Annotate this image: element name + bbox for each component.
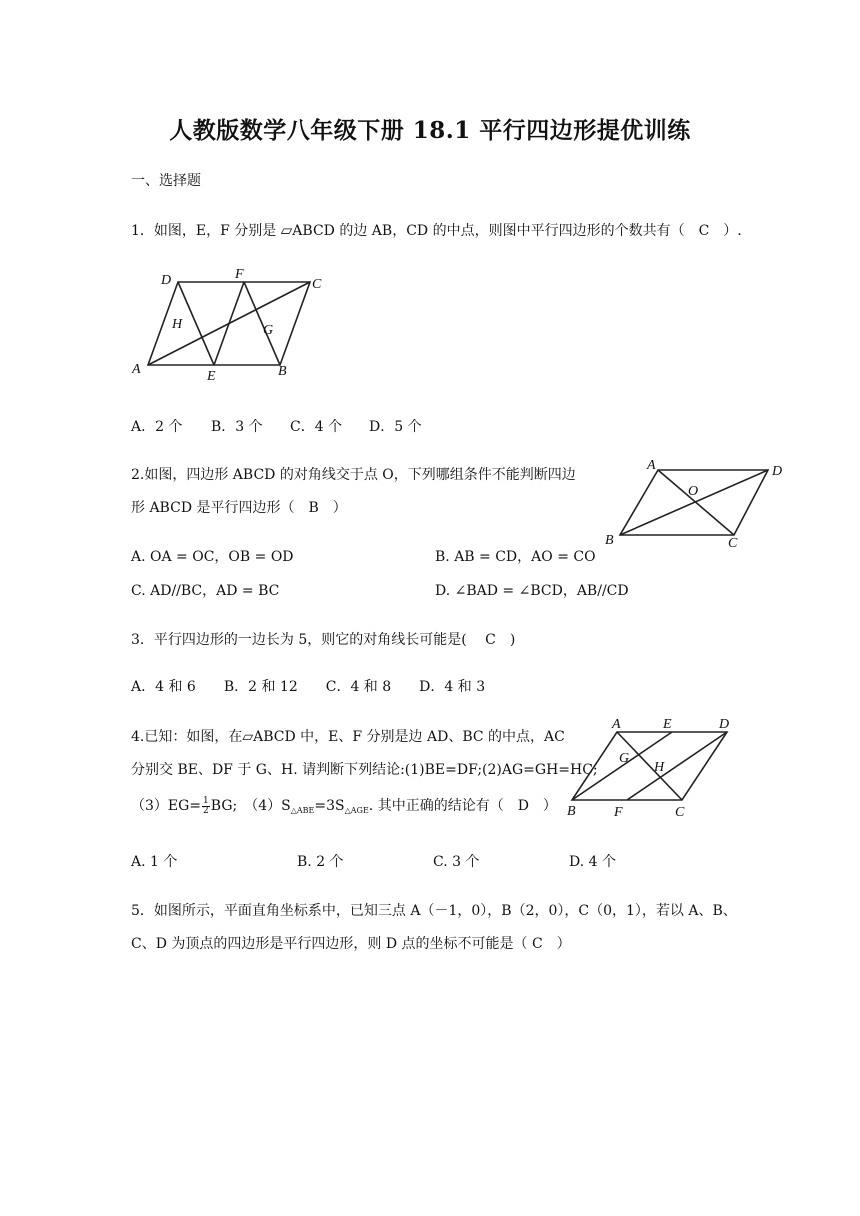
q4-line3-a: （3）EG= xyxy=(131,798,202,814)
q2-line2: 形 ABCD 是平行四边形（ B ） xyxy=(131,500,347,516)
label-b: B xyxy=(278,364,287,379)
q1-option-d: D．5 个 xyxy=(369,419,422,435)
label-h: H xyxy=(172,317,183,332)
q4-line3-b: BG; （4）S xyxy=(210,798,291,814)
q4-line3-d: . 其中正确的结论有（ D ） xyxy=(368,798,557,814)
label-f: F xyxy=(235,267,244,282)
subscript-age: △AGE xyxy=(344,806,369,815)
segment-fb xyxy=(244,282,280,365)
q4-line3-c: =3S xyxy=(314,798,345,814)
q4-option-d: D. 4 个 xyxy=(569,854,616,870)
q1-option-c: C．4 个 xyxy=(290,419,343,435)
fraction-denominator: 2 xyxy=(203,805,209,816)
label-c: C xyxy=(728,536,738,550)
diagonal-bd xyxy=(620,470,768,535)
q2-option-a: A. OA = OC，OB = OD xyxy=(131,549,294,565)
fraction-one-half xyxy=(202,797,210,816)
label-d: D xyxy=(772,464,783,479)
q1-option-b: B．3 个 xyxy=(211,419,263,435)
label-a: A xyxy=(647,458,656,473)
q4-line2: 分别交 BE、DF 于 G、H. 请判断下列结论:(1)BE=DF;(2)AG=GH=HC; xyxy=(131,762,598,778)
q5-line1: 5．如图所示，平面直角坐标系中，已知三点 A（－1，0），B（2，0），C（0，1），若以 A、B、 xyxy=(131,903,737,919)
label-a: A xyxy=(132,362,141,377)
label-o: O xyxy=(688,484,699,499)
q3-stem: 3．平行四边形的一边长为 5，则它的对角线长可能是( C ) xyxy=(131,632,516,648)
q1-figure xyxy=(128,262,328,384)
q5-line2: C、D 为顶点的四边形是平行四边形，则 D 点的坐标不可能是（ C ） xyxy=(131,936,571,952)
label-g: G xyxy=(263,323,274,338)
q2-option-c: C. AD//BC，AD = BC xyxy=(131,583,280,599)
q2-figure xyxy=(598,455,793,550)
parallelogram-symbol: ▱ xyxy=(280,221,293,239)
q1-option-a: A．2 个 xyxy=(131,419,183,435)
label-e: E xyxy=(207,369,216,384)
label-b: B xyxy=(567,804,576,819)
q4-option-b: B. 2 个 xyxy=(297,854,344,870)
q4-option-c: C. 3 个 xyxy=(433,854,480,870)
label-e: E xyxy=(663,717,672,732)
q1-stem xyxy=(131,220,742,241)
label-f: F xyxy=(614,805,623,820)
section-heading: 一、选择题 xyxy=(131,173,201,189)
q4-figure xyxy=(562,712,742,822)
segment-df xyxy=(627,732,727,800)
q3-options: A．4 和 6 B．2 和 12 C．4 和 8 D．4 和 3 xyxy=(131,679,486,695)
label-c: C xyxy=(312,277,322,292)
label-g: G xyxy=(619,751,630,766)
subscript-abe: △ABE xyxy=(290,806,315,815)
label-a: A xyxy=(612,717,621,732)
q1-stem-post: ABCD 的边 AB，CD 的中点，则图中平行四边形的个数共有（ C ）. xyxy=(292,223,742,239)
label-d: D xyxy=(719,717,730,732)
q4-line1: 4.已知：如图，在▱ABCD 中，E、F 分别是边 AD、BC 的中点，AC xyxy=(131,729,565,745)
fraction-numerator: 1 xyxy=(203,795,209,806)
page-title: 人教版数学八年级下册 18.1 平行四边形提优训练 xyxy=(169,117,691,144)
diagonal-ac xyxy=(658,470,734,535)
q2-line1: 2.如图，四边形 ABCD 的对角线交于点 O，下列哪组条件不能判断四边 xyxy=(131,467,576,483)
q2-option-b: B. AB = CD，AO = CO xyxy=(435,549,596,565)
label-d: D xyxy=(161,273,172,288)
segment-de xyxy=(178,282,214,365)
diagonal-ac xyxy=(617,732,682,800)
label-h: H xyxy=(654,760,665,775)
q4-line3 xyxy=(131,796,557,821)
q2-option-d: D. ∠BAD = ∠BCD，AB//CD xyxy=(435,583,629,599)
label-b: B xyxy=(605,533,614,548)
label-c: C xyxy=(675,805,685,820)
segment-ef xyxy=(214,282,244,365)
q4-option-a: A. 1 个 xyxy=(131,854,178,870)
q1-stem-pre: 1．如图，E，F 分别是 xyxy=(131,223,277,239)
